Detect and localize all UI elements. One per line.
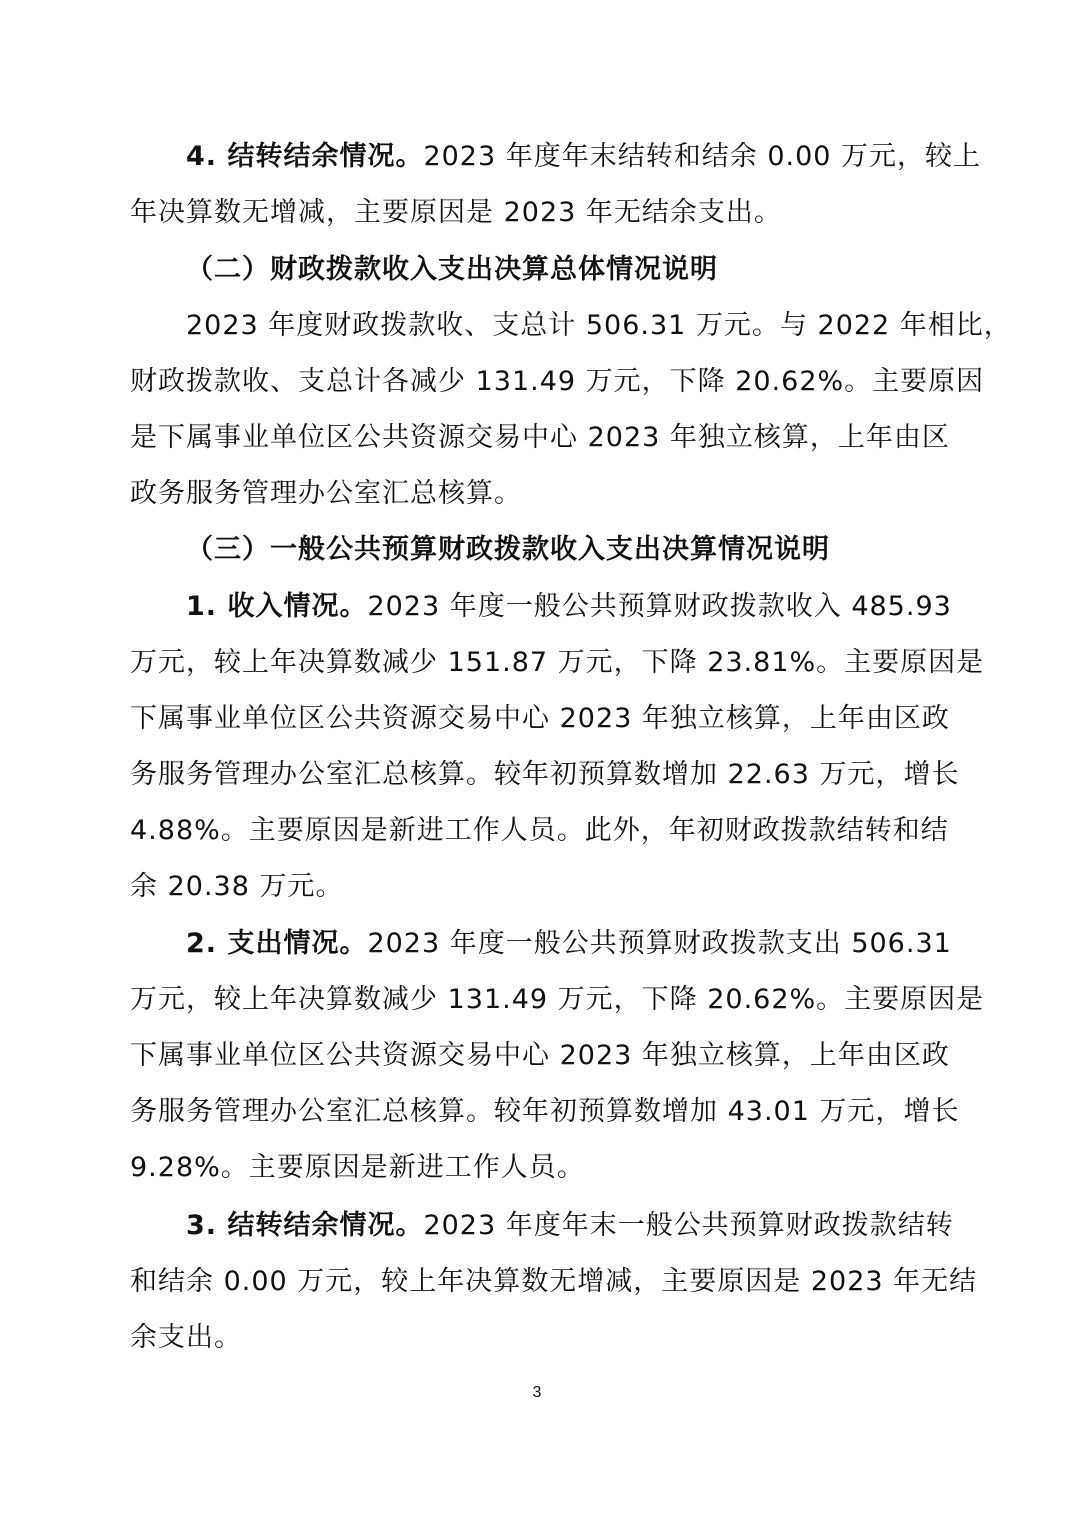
carryover-text: 2023 年度年末结转和结余 0.00 万元，较上	[423, 141, 982, 172]
expense-text: 2023 年度一般公共预算财政拨款支出 506.31	[367, 928, 952, 959]
page-number: 3	[532, 1384, 542, 1401]
expense-line-2: 万元，较上年决算数减少 131.49 万元，下降 20.62%。主要原因是	[130, 984, 985, 1015]
s3-carryover-line-3: 余支出。	[130, 1322, 242, 1353]
income-line-2: 万元，较上年决算数减少 151.87 万元，下降 23.81%。主要原因是	[130, 647, 985, 678]
section2-line-2: 财政拨款收、支总计各减少 131.49 万元，下降 20.62%。主要原因	[130, 366, 985, 397]
section2-line-1: 2023 年度财政拨款收、支总计 506.31 万元。与 2022 年相比，	[186, 310, 1012, 341]
section3-heading: （三）一般公共预算财政拨款收入支出决算情况说明	[186, 534, 830, 565]
s3-carryover-text: 2023 年度年末一般公共预算财政拨款结转	[423, 1210, 954, 1241]
income-lead: 1. 收入情况。	[186, 591, 368, 622]
s3-carryover-lead: 3. 结转结余情况。	[186, 1210, 424, 1241]
section2-heading: （二）财政拨款收入支出决算总体情况说明	[186, 254, 718, 285]
expense-line-5: 9.28%。主要原因是新进工作人员。	[130, 1152, 585, 1183]
income-line-6: 余 20.38 万元。	[130, 871, 344, 902]
income-line-4: 务服务管理办公室汇总核算。较年初预算数增加 22.63 万元，增长	[130, 759, 960, 790]
income-line-1	[186, 587, 952, 627]
carryover-paragraph-line-2: 年决算数无增减，主要原因是 2023 年无结余支出。	[130, 197, 782, 228]
s3-carryover-line-2: 和结余 0.00 万元，较上年决算数无增减，主要原因是 2023 年无结	[130, 1266, 978, 1297]
income-line-5: 4.88%。主要原因是新进工作人员。此外，年初财政拨款结转和结	[130, 815, 949, 846]
income-line-3: 下属事业单位区公共资源交易中心 2023 年独立核算，上年由区政	[130, 703, 950, 734]
expense-line-4: 务服务管理办公室汇总核算。较年初预算数增加 43.01 万元，增长	[130, 1096, 960, 1127]
expense-line-1	[186, 924, 952, 964]
carryover-paragraph-line-1	[186, 137, 982, 177]
carryover-lead: 4. 结转结余情况。	[186, 141, 424, 172]
section2-line-4: 政务服务管理办公室汇总核算。	[130, 478, 522, 509]
section2-line-3: 是下属事业单位区公共资源交易中心 2023 年独立核算，上年由区	[130, 422, 950, 453]
expense-lead: 2. 支出情况。	[186, 928, 368, 959]
income-text: 2023 年度一般公共预算财政拨款收入 485.93	[367, 591, 952, 622]
expense-line-3: 下属事业单位区公共资源交易中心 2023 年独立核算，上年由区政	[130, 1040, 950, 1071]
s3-carryover-line-1	[186, 1206, 954, 1246]
